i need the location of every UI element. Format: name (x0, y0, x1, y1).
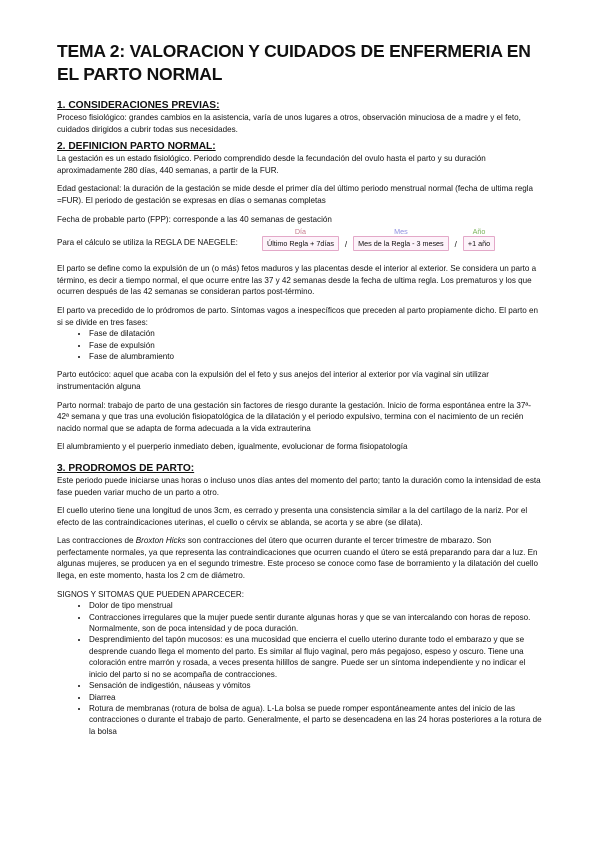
formula-dia-header: Día (294, 227, 307, 237)
formula-dia-box: Último Regla + 7días (262, 236, 339, 251)
formula-separator: / (454, 240, 457, 250)
naegele-formula (262, 227, 495, 251)
formula-anio-box: +1 año (463, 236, 495, 251)
paragraph: Edad gestacional: la duración de la gestación se mide desde el primer día del último periodo menstrual normal (fecha de ultima regla =FUR). El periodo de gestación se expresas en días o semanas completas (57, 184, 533, 205)
paragraph: Parto eutócico: aquel que acaba con la expulsión del el feto y sus anejos del interior al exterior por vía vaginal sin utilizar instrumentación alguna (57, 370, 489, 391)
paragraph-braxton (57, 535, 545, 581)
paragraph: El cuello uterino tiene una longitud de unos 3cm, es cerrado y presenta una consistencia similar a la del cartílago de la nariz. Por el efecto de las contraindicaciones uterinas, el cuello o cérvix se ablanda, se acorta y se abre (se dilata). (57, 506, 528, 527)
text-span: son contracciones del útero que ocurren durante el tercer trimestre de mbarazo. Son perfectamente normales, ya que representa las contraindicaciones que ocurren cuando el útero se está preparando para dar a luz. En algunas mujeres, se producen ya en el segundo trimestre. Este proceso se conoce como fase de borramiento y la dilatación del cuello llega, en este momento, hasta los 2 cm de diámetro. (57, 536, 538, 581)
paragraph: Fecha de probable parto (FPP): corresponde a las 40 semanas de gestación (57, 214, 332, 224)
paragraph: Proceso fisiológico: grandes cambios en la asistencia, varía de unos lugares a otros, observación minuciosa de a madre y el feto, cuidados dirigidos a cubrir todas sus necesidades. (57, 113, 521, 134)
formula-anio-header: Año (472, 227, 486, 237)
formula-mes-box: Mes de la Regla - 3 meses (353, 236, 449, 251)
naegele-label: Para el cálculo se utiliza la REGLA DE NAEGELE: (57, 238, 238, 248)
formula-separator: / (344, 240, 348, 250)
paragraph: Este periodo puede iniciarse unas horas o incluso unos días antes del momento del parto; tanto la duración como la intensidad de esta fase pueden variar mucho de un parto a otro. (57, 475, 541, 497)
section-heading-prodromos: 3. PRODROMOS DE PARTO: (57, 462, 195, 474)
list-item: • Desprendimiento del tapón mucosos: es una mucosidad que encierra el cuello uterino durante todo el embarazo y que se desprende cuando llega el momento del parto. Es similar al flujo vaginal, pero más pegajoso, espeso y oscuro. Tiene una coloración entre marrón y rosada, a veces presenta hilillos de sangre. Puede ser un síntoma independiente y no indicar el inicio del parto si no se acompaña de contracciones. (89, 634, 545, 680)
list-item: • Rotura de membranas (rotura de bolsa de agua). L-La bolsa se puede romper espontáneamente antes del inicio de las contracciones o durante el trabajo de parto. Generalmente, el parto se desencadena en las 24 horas posteriores a la rotura de la bolsa (89, 703, 545, 737)
section-heading-consideraciones: 1. CONSIDERACIONES PREVIAS: (57, 100, 220, 111)
list-item: • Diarrea (89, 692, 545, 703)
list-item: • Fase de alumbramiento (89, 351, 545, 362)
fases-list (57, 328, 545, 362)
formula-mes-header: Mes (394, 227, 408, 237)
list-item: • Contracciones irregulares que la mujer puede sentir durante algunas horas y que se van intercalando con horas de reposo. Normalmente, son de poca intensidad y de poca duración. (89, 612, 545, 635)
list-item: • Fase de dilatación (89, 328, 545, 339)
paragraph: El parto va precedido de lo pródromos de parto. Síntomas vagos a inespecíficos que preceden al parto propiamente dicho. El parto en si se divide en tres fases: (57, 305, 538, 327)
paragraph: La gestación es un estado fisiológico. Periodo comprendido desde la fecundación del ovulo hasta el parto y su duración aproximadamente 280 días, 440 semanas, a partir de la FUR. (57, 154, 486, 175)
page-title: TEMA 2: VALORACION Y CUIDADOS DE ENFERMERIA EN EL PARTO NORMAL (57, 41, 531, 84)
paragraph: Parto normal: trabajo de parto de una gestación sin factores de riesgo durante la gestación. Inicio de forma espontánea entre la 37ª- 42ª semana y que tras una evolución fisiopatológica de la dilatación y el periodo expulsivo, termina con el nacimiento de un recién nacido normal que se adapta de forma adecuada a la vida extrauterina (57, 400, 532, 433)
paragraph: El parto se define como la expulsión de un (o más) fetos maduros y las placentas desde el interior al exterior. Se considera un parto a término, es decir a tiempo normal, el que ocurre entre las 37 y 42 semanas desde la fecha de ultima regla. Los prematuros y los que ocurren después de las 42 semanas se consideran partos post-término. (57, 264, 537, 297)
naegele-rule (57, 227, 545, 251)
text-span: Las contracciones de (57, 536, 136, 546)
signos-list (57, 600, 545, 737)
section-heading-definicion: 2. DEFINICION PARTO NORMAL: (57, 141, 216, 153)
braxton-hicks-term: Broxton Hicks (135, 536, 186, 546)
paragraph: El alumbramiento y el puerperio inmediato deben, igualmente, evolucionar de forma fisiopatología (57, 442, 408, 452)
list-item: • Fase de expulsión (89, 340, 545, 351)
list-item: • Dolor de tipo menstrual (89, 600, 545, 611)
list-item: • Sensación de indigestión, náuseas y vómitos (89, 680, 545, 691)
signos-heading: SIGNOS Y SITOMAS QUE PUEDEN APARCECER: (57, 589, 244, 599)
